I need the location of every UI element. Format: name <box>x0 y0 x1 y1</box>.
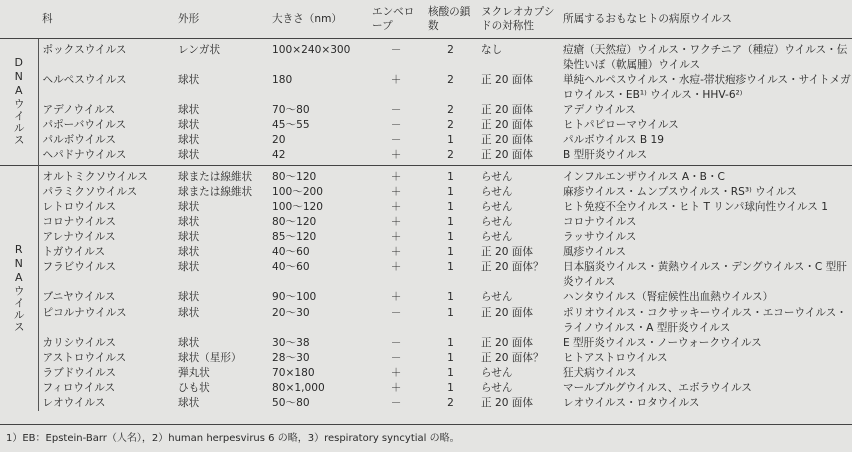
cell-strands: 1 <box>447 337 454 349</box>
cell-envelope: － <box>390 397 402 409</box>
cell-viruses: 単純ヘルペスウイルス・水痘-帯状疱疹ウイルス・サイトメガロウイルス・EB¹⁾ ウイルス・HHV-6²⁾ <box>563 73 851 101</box>
cell-symmetry: 正 20 面体 <box>481 397 533 409</box>
cell-strands: 1 <box>447 231 454 243</box>
cell-size: 45～55 <box>272 118 310 131</box>
cell-strands: 2 <box>447 118 454 131</box>
cell-symmetry: 正 20 面体 <box>481 103 533 116</box>
cell-size: 70×180 <box>272 367 315 379</box>
cell-shape: 球状 <box>178 337 200 349</box>
cell-shape: 球状 <box>178 73 200 86</box>
cell-family: アレナウイルス <box>42 231 116 243</box>
cell-size: 28～30 <box>272 352 310 364</box>
table-row <box>0 336 852 351</box>
cell-family: パルボウイルス <box>42 133 117 146</box>
cell-viruses: E 型肝炎ウイルス・ノーウォークウイルス <box>563 337 762 349</box>
header-envelope: エンベロープ <box>368 0 424 38</box>
cell-strands: 1 <box>447 201 454 213</box>
table-row <box>0 73 852 103</box>
cell-viruses: ハンタウイルス（腎症候性出血熱ウイルス） <box>563 291 774 303</box>
table-row <box>0 260 852 290</box>
cell-size: 100～120 <box>272 201 324 213</box>
cell-envelope: － <box>390 307 402 319</box>
dna-section <box>0 38 852 166</box>
cell-strands: 1 <box>447 216 454 228</box>
table-row <box>0 200 852 215</box>
cell-symmetry: らせん <box>481 186 513 198</box>
cell-family: パポーバウイルス <box>42 118 127 131</box>
cell-size: 100×240×300 <box>272 43 351 56</box>
cell-viruses: 狂犬病ウイルス <box>563 367 637 379</box>
cell-viruses: コロナウイルス <box>563 216 637 228</box>
cell-viruses: アデノウイルス <box>563 103 636 116</box>
cell-shape: 球または線維状 <box>178 186 253 198</box>
cell-symmetry: 正 20 面体 <box>481 148 533 161</box>
table-row <box>0 103 852 118</box>
cell-symmetry: らせん <box>481 367 513 379</box>
cell-symmetry: らせん <box>477 166 559 186</box>
cell-strands: 1 <box>447 186 454 198</box>
cell-shape: 球状 <box>178 201 200 213</box>
cell-shape: 弾丸状 <box>178 367 210 379</box>
cell-shape: 球状 <box>178 291 200 303</box>
cell-shape: 球状 <box>178 118 200 131</box>
cell-strands: 2 <box>447 73 454 86</box>
cell-symmetry: らせん <box>481 216 513 228</box>
cell-shape: ひも状 <box>178 382 210 394</box>
footnote: 1）EB：Epstein-Barr（人名），2）human herpesvirus 6 の略，3）respiratory syncytial の略。 <box>0 424 852 452</box>
cell-strands: 2 <box>447 148 454 161</box>
cell-symmetry: 正 20 面体 <box>481 133 533 146</box>
cell-size: 40～60 <box>272 261 310 273</box>
cell-shape: 球状 <box>178 246 200 258</box>
cell-family: カリシウイルス <box>42 337 117 349</box>
cell-size: 80×1,000 <box>272 382 325 394</box>
cell-envelope: ＋ <box>390 148 402 161</box>
table-row <box>0 230 852 245</box>
cell-strands: 1 <box>447 133 454 146</box>
cell-shape: 球状 <box>178 397 200 409</box>
table-row <box>0 366 852 381</box>
cell-symmetry: 正 20 面体？ <box>481 352 544 364</box>
cell-envelope: ＋ <box>390 216 402 228</box>
cell-viruses: パルボウイルス B 19 <box>563 133 665 146</box>
cell-size: 20～30 <box>272 307 310 319</box>
cell-family: ピコルナウイルス <box>42 307 127 319</box>
table-row <box>0 290 852 306</box>
cell-family: フラビウイルス <box>42 261 117 273</box>
cell-envelope: － <box>390 43 402 56</box>
cell-envelope: － <box>390 352 402 364</box>
cell-family: アストロウイルス <box>42 352 127 364</box>
cell-viruses: B 型肝炎ウイルス <box>563 148 648 161</box>
header-viruses: 所属するおもなヒトの病原ウイルス <box>559 0 852 38</box>
cell-strands: 1 <box>424 166 477 186</box>
cell-shape: 球または線維状 <box>174 166 268 186</box>
cell-size: 180 <box>272 73 293 86</box>
cell-strands: 1 <box>447 307 454 319</box>
cell-shape: 球状 <box>178 103 200 116</box>
cell-strands: 1 <box>447 246 454 258</box>
cell-shape: レンガ状 <box>178 43 221 56</box>
cell-family: ヘルペスウイルス <box>42 73 127 86</box>
cell-shape: 球状 <box>178 216 200 228</box>
cell-size: 30～38 <box>272 337 310 349</box>
cell-strands: 2 <box>447 397 454 409</box>
cell-envelope: － <box>390 118 402 131</box>
cell-envelope: ＋ <box>368 166 424 186</box>
table-row <box>0 381 852 396</box>
cell-viruses: ヒト免疫不全ウイルス・ヒト T リンパ球向性ウイルス 1 <box>563 201 828 213</box>
table-row <box>0 166 852 186</box>
cell-envelope: － <box>390 103 402 116</box>
cell-envelope: ＋ <box>390 186 402 198</box>
cell-size: 80～120 <box>272 216 317 228</box>
cell-strands: 1 <box>447 382 454 394</box>
cell-family: コロナウイルス <box>42 216 117 228</box>
table-row <box>0 245 852 260</box>
cell-shape: 球状 <box>178 261 200 273</box>
cell-size: 90～100 <box>272 291 317 303</box>
cell-family: トガウイルス <box>42 246 106 258</box>
cell-size: 100～200 <box>272 186 324 198</box>
table-row <box>0 351 852 366</box>
cell-envelope: ＋ <box>390 291 402 303</box>
cell-shape: 球状 <box>178 307 200 319</box>
cell-viruses: 日本脳炎ウイルス・黄熱ウイルス・デングウイルス・C 型肝炎ウイルス <box>563 261 847 288</box>
cell-family: ブニヤウイルス <box>42 291 116 303</box>
cell-envelope: － <box>390 133 402 146</box>
cell-envelope: ＋ <box>390 382 402 394</box>
table-row <box>0 215 852 230</box>
cell-viruses: 痘瘡（天然痘）ウイルス・ワクチニア（種痘）ウイルス・伝染性いぼ（軟属腫）ウイルス <box>563 43 848 71</box>
table-row <box>0 133 852 148</box>
cell-family: ラブドウイルス <box>42 367 117 379</box>
cell-symmetry: なし <box>481 43 503 56</box>
rna-section <box>0 166 852 412</box>
cell-family: ヘパドナウイルス <box>42 148 127 161</box>
table-row <box>0 148 852 166</box>
cell-size: 50～80 <box>272 397 310 409</box>
rna-group-label <box>0 166 38 412</box>
cell-size: 42 <box>272 148 286 161</box>
cell-viruses: 麻疹ウイルス・ムンプスウイルス・RS³⁾ ウイルス <box>563 186 797 198</box>
header-symmetry: ヌクレオカプシドの対称性 <box>477 0 559 38</box>
cell-symmetry: らせん <box>481 201 513 213</box>
header-group <box>0 0 38 38</box>
cell-family: アデノウイルス <box>42 103 116 116</box>
cell-family: パラミクソウイルス <box>42 186 138 198</box>
cell-symmetry: 正 20 面体 <box>481 337 533 349</box>
cell-size: 40～60 <box>272 246 310 258</box>
cell-envelope: ＋ <box>390 201 402 213</box>
cell-strands: 1 <box>447 367 454 379</box>
cell-symmetry: 正 20 面体？ <box>481 261 544 273</box>
cell-family: オルトミクソウイルス <box>38 166 174 186</box>
cell-strands: 2 <box>447 103 454 116</box>
cell-shape: 球状 <box>178 133 200 146</box>
cell-symmetry: らせん <box>481 291 513 303</box>
cell-envelope: － <box>390 337 402 349</box>
table-row <box>0 118 852 133</box>
header-shape: 外形 <box>174 0 268 38</box>
cell-strands: 1 <box>447 261 454 273</box>
cell-strands: 1 <box>447 291 454 303</box>
table-row <box>0 396 852 411</box>
cell-symmetry: 正 20 面体 <box>481 73 533 86</box>
cell-envelope: ＋ <box>390 73 402 86</box>
cell-viruses: ポリオウイルス・コクサッキーウイルス・エコーウイルス・ライノウイルス・A 型肝炎ウイルス <box>563 307 847 334</box>
cell-size: 85～120 <box>272 231 317 243</box>
table-row <box>0 38 852 73</box>
cell-strands: 1 <box>447 352 454 364</box>
cell-viruses: レオウイルス・ロタウイルス <box>563 397 700 409</box>
cell-shape: 球状 <box>178 148 200 161</box>
cell-viruses: ヒトパピローマウイルス <box>563 118 679 131</box>
cell-envelope: ＋ <box>390 246 402 258</box>
cell-size: 70～80 <box>272 103 310 116</box>
header-strands: 核酸の鎖数 <box>424 0 477 38</box>
header-size: 大きさ（nm） <box>268 0 368 38</box>
cell-viruses: 風疹ウイルス <box>563 246 626 258</box>
cell-symmetry: 正 20 面体 <box>481 246 533 258</box>
header-family: 科 <box>38 0 174 38</box>
cell-family: レオウイルス <box>42 397 106 409</box>
cell-viruses: ヒトアストロウイルス <box>563 352 668 364</box>
cell-size: 80～120 <box>268 166 368 186</box>
cell-symmetry: らせん <box>481 382 513 394</box>
dna-group-label <box>0 38 38 166</box>
cell-family: ポックスウイルス <box>42 43 127 56</box>
table-row <box>0 306 852 336</box>
cell-symmetry: 正 20 面体 <box>481 307 533 319</box>
header-row <box>0 0 852 38</box>
cell-family: レトロウイルス <box>42 201 117 213</box>
cell-size: 20 <box>272 133 286 146</box>
dna-group-text: DNAウイルス <box>12 56 26 147</box>
rna-group-text: RNAウイルス <box>12 243 26 333</box>
cell-symmetry: 正 20 面体 <box>481 118 533 131</box>
table-row <box>0 185 852 200</box>
cell-family: フィロウイルス <box>42 382 116 394</box>
cell-symmetry: らせん <box>481 231 513 243</box>
cell-shape: 球状 <box>178 231 200 243</box>
cell-shape: 球状（星形） <box>178 352 242 364</box>
cell-viruses: インフルエンザウイルス A・B・C <box>559 166 852 186</box>
cell-envelope: ＋ <box>390 367 402 379</box>
cell-envelope: ＋ <box>390 231 402 243</box>
cell-envelope: ＋ <box>390 261 402 273</box>
cell-viruses: マールブルグウイルス、エボラウイルス <box>563 382 752 394</box>
cell-viruses: ラッサウイルス <box>563 231 637 243</box>
cell-strands: 2 <box>447 43 454 56</box>
